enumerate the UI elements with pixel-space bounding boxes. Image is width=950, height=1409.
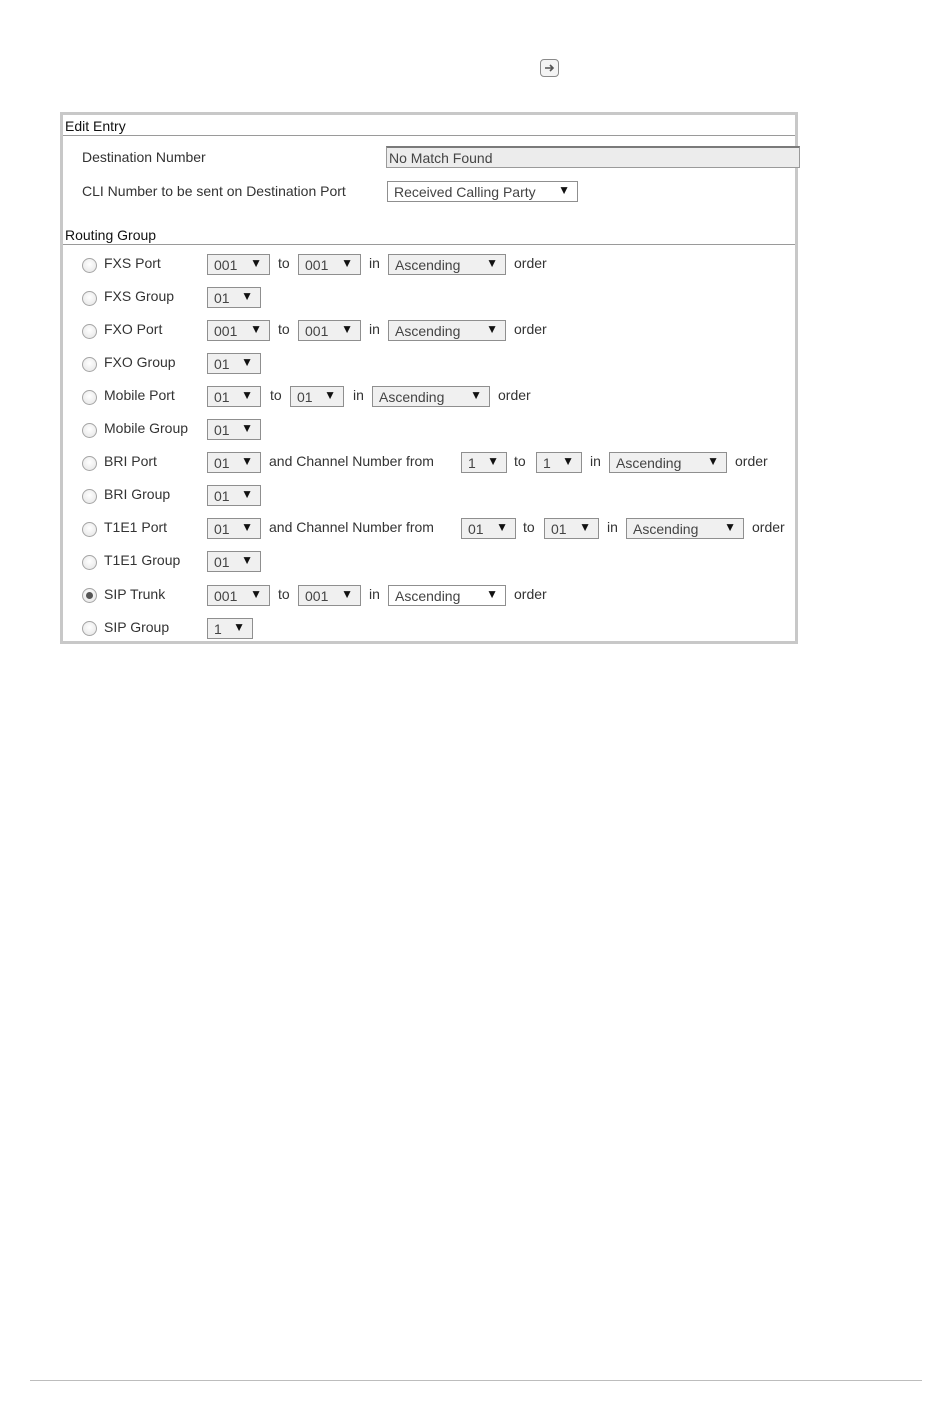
in-word: in bbox=[369, 586, 380, 602]
to-word: to bbox=[278, 321, 290, 337]
to-word: to bbox=[514, 453, 526, 469]
destination-number-field[interactable]: No Match Found bbox=[386, 146, 800, 168]
order-word: order bbox=[514, 586, 547, 602]
triangle-down-icon: ▼ bbox=[486, 587, 498, 601]
mobile-port-to-select[interactable] bbox=[290, 386, 344, 407]
triangle-down-icon: ▼ bbox=[241, 355, 253, 369]
to-word: to bbox=[270, 387, 282, 403]
bri-channel-to-select[interactable] bbox=[536, 452, 582, 473]
fxs-port-from-value: 001 bbox=[214, 257, 238, 273]
bri-port-value: 01 bbox=[214, 455, 230, 471]
to-word: to bbox=[523, 519, 535, 535]
triangle-down-icon: ▼ bbox=[241, 520, 253, 534]
fxs-port-radio[interactable] bbox=[82, 258, 97, 273]
in-word: in bbox=[369, 321, 380, 337]
t1e1-port-label: T1E1 Port bbox=[104, 519, 168, 535]
fxo-port-from-select[interactable] bbox=[207, 320, 270, 341]
destination-number-label: Destination Number bbox=[82, 149, 206, 165]
order-word: order bbox=[498, 387, 531, 403]
bri-order-value: Ascending bbox=[616, 455, 682, 471]
arrow-right-icon[interactable] bbox=[540, 59, 559, 77]
triangle-down-icon: ▼ bbox=[487, 454, 499, 468]
channel-number-from-text: and Channel Number from bbox=[269, 453, 434, 469]
triangle-down-icon: ▼ bbox=[241, 487, 253, 501]
fxo-port-order-value: Ascending bbox=[395, 323, 461, 339]
channel-number-from-text: and Channel Number from bbox=[269, 519, 434, 535]
sip-group-label: SIP Group bbox=[104, 619, 170, 635]
fxo-port-label: FXO Port bbox=[104, 321, 163, 337]
order-word: order bbox=[752, 519, 785, 535]
bri-port-label: BRI Port bbox=[104, 453, 157, 469]
to-word: to bbox=[278, 255, 290, 271]
section-divider bbox=[63, 135, 795, 136]
mobile-group-label: Mobile Group bbox=[104, 420, 189, 436]
mobile-port-from-select[interactable] bbox=[207, 386, 261, 407]
mobile-port-to-value: 01 bbox=[297, 389, 313, 405]
sip-trunk-from-value: 001 bbox=[214, 588, 238, 604]
t1e1-port-value: 01 bbox=[214, 521, 230, 537]
bri-port-select[interactable] bbox=[207, 452, 261, 473]
order-word: order bbox=[735, 453, 768, 469]
order-word: order bbox=[514, 255, 547, 271]
t1e1-channel-from-select[interactable] bbox=[461, 518, 516, 539]
t1e1-port-radio[interactable] bbox=[82, 522, 97, 537]
triangle-down-icon: ▼ bbox=[241, 388, 253, 402]
mobile-port-label: Mobile Port bbox=[104, 387, 175, 403]
t1e1-order-value: Ascending bbox=[633, 521, 699, 537]
t1e1-port-select[interactable] bbox=[207, 518, 261, 539]
triangle-down-icon: ▼ bbox=[579, 520, 591, 534]
mobile-port-radio[interactable] bbox=[82, 390, 97, 405]
sip-trunk-from-select[interactable] bbox=[207, 585, 270, 606]
triangle-down-icon: ▼ bbox=[241, 421, 253, 435]
footer-divider bbox=[30, 1380, 922, 1381]
sip-trunk-order-select[interactable] bbox=[388, 585, 506, 606]
fxs-port-label: FXS Port bbox=[104, 255, 161, 271]
triangle-down-icon: ▼ bbox=[250, 256, 262, 270]
t1e1-order-select[interactable] bbox=[626, 518, 744, 539]
t1e1-channel-to-value: 01 bbox=[551, 521, 567, 537]
bri-group-select[interactable] bbox=[207, 485, 261, 506]
t1e1-group-radio[interactable] bbox=[82, 555, 97, 570]
edit-entry-title: Edit Entry bbox=[65, 118, 126, 134]
bri-group-value: 01 bbox=[214, 488, 230, 504]
cli-number-select[interactable] bbox=[387, 181, 578, 202]
fxs-port-to-value: 001 bbox=[305, 257, 329, 273]
t1e1-channel-to-select[interactable] bbox=[544, 518, 599, 539]
in-word: in bbox=[353, 387, 364, 403]
triangle-down-icon: ▼ bbox=[341, 587, 353, 601]
triangle-down-icon: ▼ bbox=[241, 454, 253, 468]
in-word: in bbox=[607, 519, 618, 535]
fxo-group-radio[interactable] bbox=[82, 357, 97, 372]
sip-trunk-order-value: Ascending bbox=[395, 588, 461, 604]
mobile-port-order-value: Ascending bbox=[379, 389, 445, 405]
mobile-group-value: 01 bbox=[214, 422, 230, 438]
triangle-down-icon: ▼ bbox=[558, 183, 570, 197]
fxs-port-from-select[interactable] bbox=[207, 254, 270, 275]
triangle-down-icon: ▼ bbox=[707, 454, 719, 468]
bri-channel-from-select[interactable] bbox=[461, 452, 507, 473]
in-word: in bbox=[590, 453, 601, 469]
fxo-port-to-value: 001 bbox=[305, 323, 329, 339]
mobile-port-from-value: 01 bbox=[214, 389, 230, 405]
fxs-group-value: 01 bbox=[214, 290, 230, 306]
triangle-down-icon: ▼ bbox=[233, 620, 245, 634]
bri-port-radio[interactable] bbox=[82, 456, 97, 471]
fxs-group-label: FXS Group bbox=[104, 288, 175, 304]
mobile-group-select[interactable] bbox=[207, 419, 261, 440]
fxs-port-order-value: Ascending bbox=[395, 257, 461, 273]
sip-group-value: 1 bbox=[214, 621, 222, 637]
routing-group-title: Routing Group bbox=[65, 227, 157, 243]
triangle-down-icon: ▼ bbox=[241, 553, 253, 567]
fxs-group-select[interactable] bbox=[207, 287, 261, 308]
in-word: in bbox=[369, 255, 380, 271]
to-word: to bbox=[278, 586, 290, 602]
bri-channel-from-value: 1 bbox=[468, 455, 476, 471]
triangle-down-icon: ▼ bbox=[250, 322, 262, 336]
triangle-down-icon: ▼ bbox=[724, 520, 736, 534]
triangle-down-icon: ▼ bbox=[250, 587, 262, 601]
triangle-down-icon: ▼ bbox=[341, 256, 353, 270]
t1e1-group-label: T1E1 Group bbox=[104, 552, 181, 568]
triangle-down-icon: ▼ bbox=[486, 256, 498, 270]
order-word: order bbox=[514, 321, 547, 337]
fxo-port-from-value: 001 bbox=[214, 323, 238, 339]
cli-number-value: Received Calling Party bbox=[394, 184, 536, 200]
sip-trunk-to-value: 001 bbox=[305, 588, 329, 604]
triangle-down-icon: ▼ bbox=[341, 322, 353, 336]
t1e1-group-select[interactable] bbox=[207, 551, 261, 572]
t1e1-group-value: 01 bbox=[214, 554, 230, 570]
edit-entry-panel bbox=[60, 112, 798, 644]
triangle-down-icon: ▼ bbox=[486, 322, 498, 336]
triangle-down-icon: ▼ bbox=[470, 388, 482, 402]
triangle-down-icon: ▼ bbox=[496, 520, 508, 534]
cli-number-label: CLI Number to be sent on Destination Port bbox=[82, 183, 346, 199]
mobile-port-order-select[interactable] bbox=[372, 386, 490, 407]
mobile-group-radio[interactable] bbox=[82, 423, 97, 438]
fxo-group-label: FXO Group bbox=[104, 354, 176, 370]
bri-order-select[interactable] bbox=[609, 452, 727, 473]
t1e1-channel-from-value: 01 bbox=[468, 521, 484, 537]
fxs-port-order-select[interactable] bbox=[388, 254, 506, 275]
sip-group-radio[interactable] bbox=[82, 621, 97, 636]
sip-trunk-label: SIP Trunk bbox=[104, 586, 166, 602]
bri-channel-to-value: 1 bbox=[543, 455, 551, 471]
fxs-port-to-select[interactable] bbox=[298, 254, 361, 275]
fxs-group-radio[interactable] bbox=[82, 291, 97, 306]
fxo-group-value: 01 bbox=[214, 356, 230, 372]
sip-group-select[interactable] bbox=[207, 618, 253, 639]
triangle-down-icon: ▼ bbox=[241, 289, 253, 303]
triangle-down-icon: ▼ bbox=[324, 388, 336, 402]
bri-group-radio[interactable] bbox=[82, 489, 97, 504]
bri-group-label: BRI Group bbox=[104, 486, 171, 502]
fxo-port-to-select[interactable] bbox=[298, 320, 361, 341]
fxo-group-select[interactable] bbox=[207, 353, 261, 374]
fxo-port-radio[interactable] bbox=[82, 324, 97, 339]
fxo-port-order-select[interactable] bbox=[388, 320, 506, 341]
section-divider bbox=[63, 244, 795, 245]
sip-trunk-radio[interactable] bbox=[82, 588, 97, 603]
triangle-down-icon: ▼ bbox=[562, 454, 574, 468]
sip-trunk-to-select[interactable] bbox=[298, 585, 361, 606]
